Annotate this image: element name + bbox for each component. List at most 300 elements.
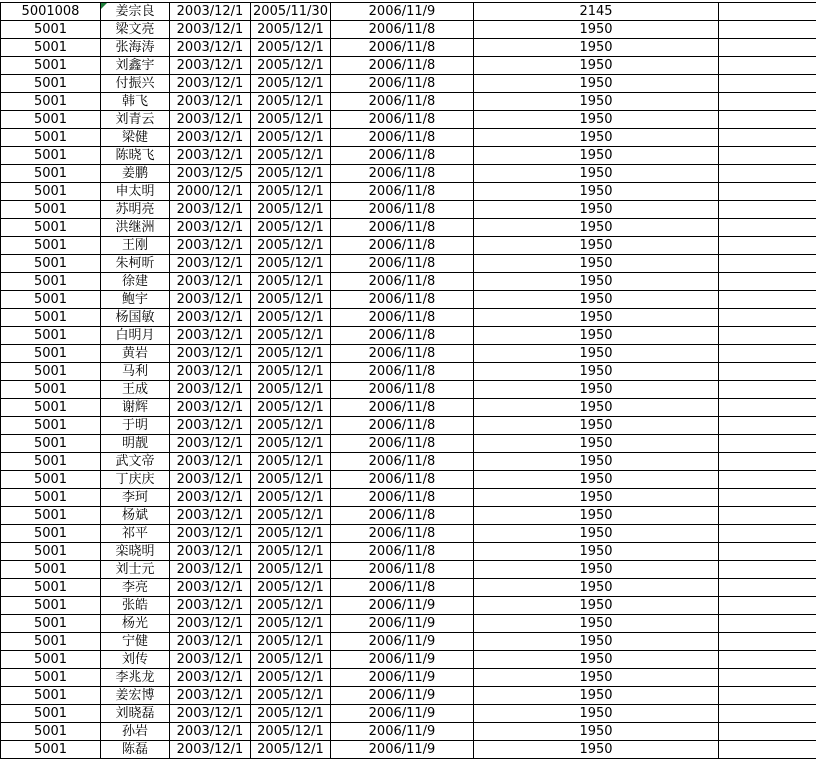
employee-name-cell[interactable]: 栾晓明 bbox=[101, 543, 170, 561]
amount-cell[interactable]: 1950 bbox=[474, 669, 719, 687]
amount-cell[interactable]: 1950 bbox=[474, 381, 719, 399]
employee-id-cell[interactable]: 5001 bbox=[1, 219, 101, 237]
empty-cell[interactable] bbox=[719, 129, 816, 147]
table-row bbox=[1, 669, 816, 687]
employee-id-cell[interactable]: 5001 bbox=[1, 633, 101, 651]
amount-cell[interactable]: 1950 bbox=[474, 399, 719, 417]
end-date-cell[interactable]: 2006/11/9 bbox=[331, 741, 474, 759]
end-date-cell[interactable]: 2006/11/8 bbox=[331, 363, 474, 381]
mid-date-cell[interactable]: 2005/12/1 bbox=[251, 165, 331, 183]
start-date-cell[interactable]: 2003/12/1 bbox=[170, 363, 251, 381]
end-date-cell[interactable]: 2006/11/8 bbox=[331, 39, 474, 57]
amount-cell[interactable]: 1950 bbox=[474, 39, 719, 57]
start-date-cell[interactable]: 2003/12/1 bbox=[170, 543, 251, 561]
employee-id-cell[interactable]: 5001 bbox=[1, 165, 101, 183]
employee-name-cell[interactable]: 武文帝 bbox=[101, 453, 170, 471]
mid-date-cell[interactable]: 2005/12/1 bbox=[251, 471, 331, 489]
employee-name-cell[interactable]: 韩飞 bbox=[101, 93, 170, 111]
amount-cell[interactable]: 1950 bbox=[474, 597, 719, 615]
end-date-cell[interactable]: 2006/11/8 bbox=[331, 579, 474, 597]
mid-date-cell[interactable]: 2005/12/1 bbox=[251, 597, 331, 615]
amount-cell[interactable]: 1950 bbox=[474, 183, 719, 201]
employee-name-cell[interactable]: 祁平 bbox=[101, 525, 170, 543]
empty-cell[interactable] bbox=[719, 111, 816, 129]
start-date-cell[interactable]: 2003/12/1 bbox=[170, 345, 251, 363]
amount-cell[interactable]: 1950 bbox=[474, 147, 719, 165]
start-date-cell[interactable]: 2003/12/1 bbox=[170, 741, 251, 759]
end-date-cell[interactable]: 2006/11/9 bbox=[331, 705, 474, 723]
amount-cell[interactable]: 1950 bbox=[474, 507, 719, 525]
empty-cell[interactable] bbox=[719, 75, 816, 93]
employee-id-cell[interactable]: 5001 bbox=[1, 75, 101, 93]
employee-id-cell[interactable]: 5001 bbox=[1, 21, 101, 39]
empty-cell[interactable] bbox=[719, 363, 816, 381]
mid-date-cell[interactable]: 2005/12/1 bbox=[251, 255, 331, 273]
employee-name-cell[interactable]: 姜鹏 bbox=[101, 165, 170, 183]
mid-date-cell[interactable]: 2005/12/1 bbox=[251, 129, 331, 147]
end-date-cell[interactable]: 2006/11/9 bbox=[331, 723, 474, 741]
start-date-cell[interactable]: 2003/12/1 bbox=[170, 39, 251, 57]
start-date-cell[interactable]: 2003/12/1 bbox=[170, 129, 251, 147]
employee-id-cell[interactable]: 5001 bbox=[1, 201, 101, 219]
amount-cell[interactable]: 1950 bbox=[474, 633, 719, 651]
amount-cell[interactable]: 1950 bbox=[474, 363, 719, 381]
empty-cell[interactable] bbox=[719, 561, 816, 579]
employee-name-cell[interactable]: 孙岩 bbox=[101, 723, 170, 741]
mid-date-cell[interactable]: 2005/12/1 bbox=[251, 417, 331, 435]
start-date-cell[interactable]: 2003/12/1 bbox=[170, 651, 251, 669]
employee-name-cell[interactable]: 刘士元 bbox=[101, 561, 170, 579]
employee-name-cell[interactable]: 杨光 bbox=[101, 615, 170, 633]
mid-date-cell[interactable]: 2005/12/1 bbox=[251, 75, 331, 93]
end-date-cell[interactable]: 2006/11/8 bbox=[331, 435, 474, 453]
employee-id-cell[interactable]: 5001 bbox=[1, 453, 101, 471]
end-date-cell[interactable]: 2006/11/8 bbox=[331, 327, 474, 345]
start-date-cell[interactable]: 2003/12/1 bbox=[170, 219, 251, 237]
employee-id-cell[interactable]: 5001 bbox=[1, 93, 101, 111]
mid-date-cell[interactable]: 2005/12/1 bbox=[251, 669, 331, 687]
employee-name-cell[interactable]: 陈磊 bbox=[101, 741, 170, 759]
amount-cell[interactable]: 1950 bbox=[474, 651, 719, 669]
amount-cell[interactable]: 1950 bbox=[474, 687, 719, 705]
amount-cell[interactable]: 1950 bbox=[474, 705, 719, 723]
employee-id-cell[interactable]: 5001 bbox=[1, 345, 101, 363]
employee-id-cell[interactable]: 5001 bbox=[1, 705, 101, 723]
empty-cell[interactable] bbox=[719, 93, 816, 111]
amount-cell[interactable]: 1950 bbox=[474, 543, 719, 561]
employee-id-cell[interactable]: 5001 bbox=[1, 417, 101, 435]
mid-date-cell[interactable]: 2005/12/1 bbox=[251, 525, 331, 543]
start-date-cell[interactable]: 2003/12/1 bbox=[170, 633, 251, 651]
table-row bbox=[1, 237, 816, 255]
employee-name-cell[interactable]: 刘鑫宇 bbox=[101, 57, 170, 75]
employee-id-cell[interactable]: 5001 bbox=[1, 507, 101, 525]
amount-cell[interactable]: 1950 bbox=[474, 75, 719, 93]
empty-cell[interactable] bbox=[719, 381, 816, 399]
end-date-cell[interactable]: 2006/11/8 bbox=[331, 291, 474, 309]
mid-date-cell[interactable]: 2005/12/1 bbox=[251, 543, 331, 561]
amount-cell[interactable]: 1950 bbox=[474, 111, 719, 129]
employee-name-cell[interactable]: 李亮 bbox=[101, 579, 170, 597]
employee-name-cell[interactable]: 谢辉 bbox=[101, 399, 170, 417]
end-date-cell[interactable]: 2006/11/8 bbox=[331, 219, 474, 237]
employee-id-cell[interactable]: 5001 bbox=[1, 273, 101, 291]
employee-id-cell[interactable]: 5001 bbox=[1, 57, 101, 75]
start-date-cell[interactable]: 2003/12/1 bbox=[170, 273, 251, 291]
employee-id-cell[interactable]: 5001 bbox=[1, 579, 101, 597]
empty-cell[interactable] bbox=[719, 201, 816, 219]
end-date-cell[interactable]: 2006/11/8 bbox=[331, 147, 474, 165]
start-date-cell[interactable]: 2003/12/1 bbox=[170, 21, 251, 39]
empty-cell[interactable] bbox=[719, 597, 816, 615]
mid-date-cell[interactable]: 2005/12/1 bbox=[251, 345, 331, 363]
start-date-cell[interactable]: 2000/12/1 bbox=[170, 183, 251, 201]
employee-id-cell[interactable]: 5001 bbox=[1, 489, 101, 507]
empty-cell[interactable] bbox=[719, 651, 816, 669]
empty-cell[interactable] bbox=[719, 723, 816, 741]
employee-name-cell[interactable]: 姜宏博 bbox=[101, 687, 170, 705]
mid-date-cell[interactable]: 2005/12/1 bbox=[251, 705, 331, 723]
employee-name-cell[interactable]: 李兆龙 bbox=[101, 669, 170, 687]
mid-date-cell[interactable]: 2005/12/1 bbox=[251, 633, 331, 651]
start-date-cell[interactable]: 2003/12/5 bbox=[170, 165, 251, 183]
end-date-cell[interactable]: 2006/11/9 bbox=[331, 687, 474, 705]
mid-date-cell[interactable]: 2005/12/1 bbox=[251, 687, 331, 705]
start-date-cell[interactable]: 2003/12/1 bbox=[170, 507, 251, 525]
start-date-cell[interactable]: 2003/12/1 bbox=[170, 453, 251, 471]
employee-name-cell[interactable] bbox=[101, 3, 170, 21]
start-date-cell[interactable]: 2003/12/1 bbox=[170, 111, 251, 129]
end-date-cell[interactable]: 2006/11/8 bbox=[331, 471, 474, 489]
amount-cell[interactable]: 1950 bbox=[474, 237, 719, 255]
amount-cell[interactable]: 1950 bbox=[474, 417, 719, 435]
employee-name-cell[interactable]: 李珂 bbox=[101, 489, 170, 507]
start-date-cell[interactable]: 2003/12/1 bbox=[170, 57, 251, 75]
mid-date-cell[interactable]: 2005/12/1 bbox=[251, 507, 331, 525]
mid-date-cell[interactable]: 2005/12/1 bbox=[251, 309, 331, 327]
end-date-cell[interactable]: 2006/11/8 bbox=[331, 507, 474, 525]
employee-id-cell[interactable]: 5001 bbox=[1, 597, 101, 615]
employee-name-cell[interactable]: 王刚 bbox=[101, 237, 170, 255]
employee-id-cell[interactable]: 5001 bbox=[1, 327, 101, 345]
mid-date-cell[interactable]: 2005/12/1 bbox=[251, 741, 331, 759]
end-date-cell[interactable]: 2006/11/8 bbox=[331, 93, 474, 111]
empty-cell[interactable] bbox=[719, 615, 816, 633]
empty-cell[interactable] bbox=[719, 291, 816, 309]
employee-name-cell[interactable]: 于明 bbox=[101, 417, 170, 435]
mid-date-cell[interactable]: 2005/12/1 bbox=[251, 39, 331, 57]
empty-cell[interactable] bbox=[719, 489, 816, 507]
employee-id-cell[interactable]: 5001 bbox=[1, 381, 101, 399]
employee-id-cell[interactable]: 5001 bbox=[1, 255, 101, 273]
mid-date-cell[interactable]: 2005/12/1 bbox=[251, 147, 331, 165]
mid-date-cell[interactable]: 2005/12/1 bbox=[251, 219, 331, 237]
end-date-cell[interactable]: 2006/11/8 bbox=[331, 273, 474, 291]
empty-cell[interactable] bbox=[719, 219, 816, 237]
empty-cell[interactable] bbox=[719, 3, 816, 21]
start-date-cell[interactable]: 2003/12/1 bbox=[170, 561, 251, 579]
mid-date-cell[interactable]: 2005/12/1 bbox=[251, 453, 331, 471]
end-date-cell[interactable]: 2006/11/9 bbox=[331, 3, 474, 21]
employee-id-cell[interactable]: 5001 bbox=[1, 435, 101, 453]
empty-cell[interactable] bbox=[719, 327, 816, 345]
empty-cell[interactable] bbox=[719, 525, 816, 543]
start-date-cell[interactable]: 2003/12/1 bbox=[170, 417, 251, 435]
employee-id-cell[interactable]: 5001 bbox=[1, 309, 101, 327]
empty-cell[interactable] bbox=[719, 237, 816, 255]
end-date-cell[interactable]: 2006/11/8 bbox=[331, 309, 474, 327]
end-date-cell[interactable]: 2006/11/8 bbox=[331, 453, 474, 471]
employee-name-cell[interactable]: 陈晓飞 bbox=[101, 147, 170, 165]
empty-cell[interactable] bbox=[719, 669, 816, 687]
empty-cell[interactable] bbox=[719, 579, 816, 597]
end-date-cell[interactable]: 2006/11/8 bbox=[331, 381, 474, 399]
employee-name-cell[interactable]: 杨斌 bbox=[101, 507, 170, 525]
mid-date-cell[interactable]: 2005/12/1 bbox=[251, 93, 331, 111]
start-date-cell[interactable]: 2003/12/1 bbox=[170, 597, 251, 615]
amount-cell[interactable]: 1950 bbox=[474, 453, 719, 471]
amount-cell[interactable]: 1950 bbox=[474, 723, 719, 741]
mid-date-cell[interactable]: 2005/12/1 bbox=[251, 57, 331, 75]
end-date-cell[interactable]: 2006/11/9 bbox=[331, 669, 474, 687]
employee-name-cell[interactable]: 张海涛 bbox=[101, 39, 170, 57]
employee-name-cell[interactable]: 申太明 bbox=[101, 183, 170, 201]
start-date-cell[interactable]: 2003/12/1 bbox=[170, 669, 251, 687]
amount-cell[interactable]: 1950 bbox=[474, 57, 719, 75]
end-date-cell[interactable]: 2006/11/8 bbox=[331, 561, 474, 579]
employee-id-cell[interactable]: 5001 bbox=[1, 129, 101, 147]
empty-cell[interactable] bbox=[719, 273, 816, 291]
empty-cell[interactable] bbox=[719, 435, 816, 453]
start-date-cell[interactable]: 2003/12/1 bbox=[170, 615, 251, 633]
start-date-cell[interactable]: 2003/12/1 bbox=[170, 489, 251, 507]
end-date-cell[interactable]: 2006/11/9 bbox=[331, 597, 474, 615]
amount-cell[interactable]: 1950 bbox=[474, 327, 719, 345]
employee-name-cell[interactable]: 丁庆庆 bbox=[101, 471, 170, 489]
amount-cell[interactable]: 1950 bbox=[474, 201, 719, 219]
end-date-cell[interactable]: 2006/11/8 bbox=[331, 489, 474, 507]
empty-cell[interactable] bbox=[719, 399, 816, 417]
amount-cell[interactable]: 1950 bbox=[474, 561, 719, 579]
mid-date-cell[interactable]: 2005/12/1 bbox=[251, 579, 331, 597]
mid-date-cell[interactable]: 2005/12/1 bbox=[251, 435, 331, 453]
employee-id-cell[interactable]: 5001 bbox=[1, 363, 101, 381]
amount-cell[interactable]: 1950 bbox=[474, 489, 719, 507]
employee-id-cell[interactable]: 5001 bbox=[1, 237, 101, 255]
end-date-cell[interactable]: 2006/11/8 bbox=[331, 417, 474, 435]
start-date-cell[interactable]: 2003/12/1 bbox=[170, 255, 251, 273]
mid-date-cell[interactable]: 2005/12/1 bbox=[251, 363, 331, 381]
end-date-cell[interactable]: 2006/11/8 bbox=[331, 399, 474, 417]
amount-cell[interactable]: 1950 bbox=[474, 21, 719, 39]
end-date-cell[interactable]: 2006/11/8 bbox=[331, 201, 474, 219]
end-date-cell[interactable]: 2006/11/9 bbox=[331, 633, 474, 651]
table-body bbox=[1, 3, 816, 759]
employee-id-cell[interactable]: 5001 bbox=[1, 525, 101, 543]
employee-id-cell[interactable]: 5001 bbox=[1, 651, 101, 669]
employee-id-cell[interactable]: 5001 bbox=[1, 561, 101, 579]
table-row bbox=[1, 147, 816, 165]
employee-id-cell[interactable]: 5001 bbox=[1, 669, 101, 687]
mid-date-cell[interactable]: 2005/12/1 bbox=[251, 615, 331, 633]
mid-date-cell[interactable]: 2005/12/1 bbox=[251, 399, 331, 417]
start-date-cell[interactable]: 2003/12/1 bbox=[170, 75, 251, 93]
amount-cell[interactable]: 1950 bbox=[474, 255, 719, 273]
end-date-cell[interactable]: 2006/11/8 bbox=[331, 21, 474, 39]
mid-date-cell[interactable]: 2005/12/1 bbox=[251, 237, 331, 255]
empty-cell[interactable] bbox=[719, 345, 816, 363]
empty-cell[interactable] bbox=[719, 417, 816, 435]
employee-name-cell[interactable]: 朱柯昕 bbox=[101, 255, 170, 273]
employee-name-cell[interactable]: 梁文亮 bbox=[101, 21, 170, 39]
end-date-cell[interactable]: 2006/11/8 bbox=[331, 255, 474, 273]
empty-cell[interactable] bbox=[719, 633, 816, 651]
employee-name-cell[interactable]: 刘传 bbox=[101, 651, 170, 669]
amount-cell[interactable]: 1950 bbox=[474, 579, 719, 597]
empty-cell[interactable] bbox=[719, 705, 816, 723]
start-date-cell[interactable]: 2003/12/1 bbox=[170, 3, 251, 21]
mid-date-cell[interactable]: 2005/12/1 bbox=[251, 489, 331, 507]
amount-cell[interactable]: 1950 bbox=[474, 741, 719, 759]
end-date-cell[interactable]: 2006/11/8 bbox=[331, 183, 474, 201]
end-date-cell[interactable]: 2006/11/8 bbox=[331, 525, 474, 543]
employee-id-cell[interactable]: 5001 bbox=[1, 111, 101, 129]
amount-cell[interactable]: 1950 bbox=[474, 129, 719, 147]
start-date-cell[interactable]: 2003/12/1 bbox=[170, 399, 251, 417]
employee-id-cell[interactable]: 5001 bbox=[1, 687, 101, 705]
employee-name-cell[interactable]: 鲍宇 bbox=[101, 291, 170, 309]
amount-cell[interactable]: 1950 bbox=[474, 165, 719, 183]
mid-date-cell[interactable]: 2005/12/1 bbox=[251, 327, 331, 345]
employee-id-cell[interactable]: 5001 bbox=[1, 147, 101, 165]
empty-cell[interactable] bbox=[719, 453, 816, 471]
start-date-cell[interactable]: 2003/12/1 bbox=[170, 471, 251, 489]
amount-cell[interactable]: 1950 bbox=[474, 345, 719, 363]
employee-name-cell[interactable]: 苏明亮 bbox=[101, 201, 170, 219]
start-date-cell[interactable]: 2003/12/1 bbox=[170, 93, 251, 111]
start-date-cell[interactable]: 2003/12/1 bbox=[170, 327, 251, 345]
empty-cell[interactable] bbox=[719, 471, 816, 489]
mid-date-cell[interactable]: 2005/12/1 bbox=[251, 21, 331, 39]
amount-cell[interactable]: 1950 bbox=[474, 471, 719, 489]
empty-cell[interactable] bbox=[719, 687, 816, 705]
empty-cell[interactable] bbox=[719, 21, 816, 39]
end-date-cell[interactable]: 2006/11/8 bbox=[331, 111, 474, 129]
empty-cell[interactable] bbox=[719, 165, 816, 183]
end-date-cell[interactable]: 2006/11/8 bbox=[331, 543, 474, 561]
empty-cell[interactable] bbox=[719, 39, 816, 57]
start-date-cell[interactable]: 2003/12/1 bbox=[170, 291, 251, 309]
employee-name-cell[interactable]: 徐建 bbox=[101, 273, 170, 291]
empty-cell[interactable] bbox=[719, 147, 816, 165]
employee-name-cell[interactable]: 梁健 bbox=[101, 129, 170, 147]
end-date-cell[interactable]: 2006/11/8 bbox=[331, 345, 474, 363]
mid-date-cell[interactable]: 2005/11/30 bbox=[251, 3, 331, 21]
start-date-cell[interactable]: 2003/12/1 bbox=[170, 147, 251, 165]
amount-cell[interactable]: 1950 bbox=[474, 309, 719, 327]
empty-cell[interactable] bbox=[719, 309, 816, 327]
employee-name-cell[interactable]: 宁健 bbox=[101, 633, 170, 651]
end-date-cell[interactable]: 2006/11/8 bbox=[331, 129, 474, 147]
employee-id-cell[interactable]: 5001008 bbox=[1, 3, 101, 21]
employee-id-cell[interactable]: 5001 bbox=[1, 399, 101, 417]
mid-date-cell[interactable]: 2005/12/1 bbox=[251, 561, 331, 579]
amount-cell[interactable]: 1950 bbox=[474, 435, 719, 453]
start-date-cell[interactable]: 2003/12/1 bbox=[170, 723, 251, 741]
start-date-cell[interactable]: 2003/12/1 bbox=[170, 525, 251, 543]
mid-date-cell[interactable]: 2005/12/1 bbox=[251, 183, 331, 201]
table-row bbox=[1, 705, 816, 723]
start-date-cell[interactable]: 2003/12/1 bbox=[170, 705, 251, 723]
mid-date-cell[interactable]: 2005/12/1 bbox=[251, 381, 331, 399]
employee-id-cell[interactable]: 5001 bbox=[1, 183, 101, 201]
empty-cell[interactable] bbox=[719, 507, 816, 525]
amount-cell[interactable]: 1950 bbox=[474, 273, 719, 291]
employee-name-cell[interactable]: 杨国敏 bbox=[101, 309, 170, 327]
employee-name-cell[interactable]: 洪继洲 bbox=[101, 219, 170, 237]
employee-id-cell[interactable]: 5001 bbox=[1, 615, 101, 633]
end-date-cell[interactable]: 2006/11/8 bbox=[331, 57, 474, 75]
employee-name-cell[interactable]: 马利 bbox=[101, 363, 170, 381]
start-date-cell[interactable]: 2003/12/1 bbox=[170, 579, 251, 597]
employee-name-cell[interactable]: 明靓 bbox=[101, 435, 170, 453]
start-date-cell[interactable]: 2003/12/1 bbox=[170, 309, 251, 327]
start-date-cell[interactable]: 2003/12/1 bbox=[170, 381, 251, 399]
mid-date-cell[interactable]: 2005/12/1 bbox=[251, 723, 331, 741]
employee-id-cell[interactable]: 5001 bbox=[1, 741, 101, 759]
empty-cell[interactable] bbox=[719, 57, 816, 75]
employee-id-cell[interactable]: 5001 bbox=[1, 723, 101, 741]
empty-cell[interactable] bbox=[719, 741, 816, 759]
employee-name-cell[interactable]: 付振兴 bbox=[101, 75, 170, 93]
employee-id-cell[interactable]: 5001 bbox=[1, 543, 101, 561]
start-date-cell[interactable]: 2003/12/1 bbox=[170, 687, 251, 705]
start-date-cell[interactable]: 2003/12/1 bbox=[170, 435, 251, 453]
amount-cell[interactable]: 1950 bbox=[474, 93, 719, 111]
end-date-cell[interactable]: 2006/11/8 bbox=[331, 75, 474, 93]
empty-cell[interactable] bbox=[719, 255, 816, 273]
employee-name-cell[interactable]: 刘晓磊 bbox=[101, 705, 170, 723]
mid-date-cell[interactable]: 2005/12/1 bbox=[251, 273, 331, 291]
employee-name-cell[interactable]: 张皓 bbox=[101, 597, 170, 615]
end-date-cell[interactable]: 2006/11/9 bbox=[331, 651, 474, 669]
end-date-cell[interactable]: 2006/11/8 bbox=[331, 165, 474, 183]
mid-date-cell[interactable]: 2005/12/1 bbox=[251, 201, 331, 219]
employee-name-cell[interactable]: 黄岩 bbox=[101, 345, 170, 363]
amount-cell[interactable]: 1950 bbox=[474, 291, 719, 309]
start-date-cell[interactable]: 2003/12/1 bbox=[170, 201, 251, 219]
end-date-cell[interactable]: 2006/11/9 bbox=[331, 615, 474, 633]
start-date-cell[interactable]: 2003/12/1 bbox=[170, 237, 251, 255]
amount-cell[interactable]: 1950 bbox=[474, 219, 719, 237]
empty-cell[interactable] bbox=[719, 543, 816, 561]
end-date-cell[interactable]: 2006/11/8 bbox=[331, 237, 474, 255]
employee-name-cell[interactable]: 刘青云 bbox=[101, 111, 170, 129]
amount-cell[interactable]: 1950 bbox=[474, 525, 719, 543]
table-row bbox=[1, 453, 816, 471]
mid-date-cell[interactable]: 2005/12/1 bbox=[251, 291, 331, 309]
employee-id-cell[interactable]: 5001 bbox=[1, 471, 101, 489]
mid-date-cell[interactable]: 2005/12/1 bbox=[251, 111, 331, 129]
empty-cell[interactable] bbox=[719, 183, 816, 201]
employee-id-cell[interactable]: 5001 bbox=[1, 39, 101, 57]
mid-date-cell[interactable]: 2005/12/1 bbox=[251, 651, 331, 669]
amount-cell[interactable]: 1950 bbox=[474, 615, 719, 633]
amount-cell[interactable]: 2145 bbox=[474, 3, 719, 21]
employee-name-cell[interactable]: 白明月 bbox=[101, 327, 170, 345]
employee-name-cell[interactable]: 王成 bbox=[101, 381, 170, 399]
employee-id-cell[interactable]: 5001 bbox=[1, 291, 101, 309]
